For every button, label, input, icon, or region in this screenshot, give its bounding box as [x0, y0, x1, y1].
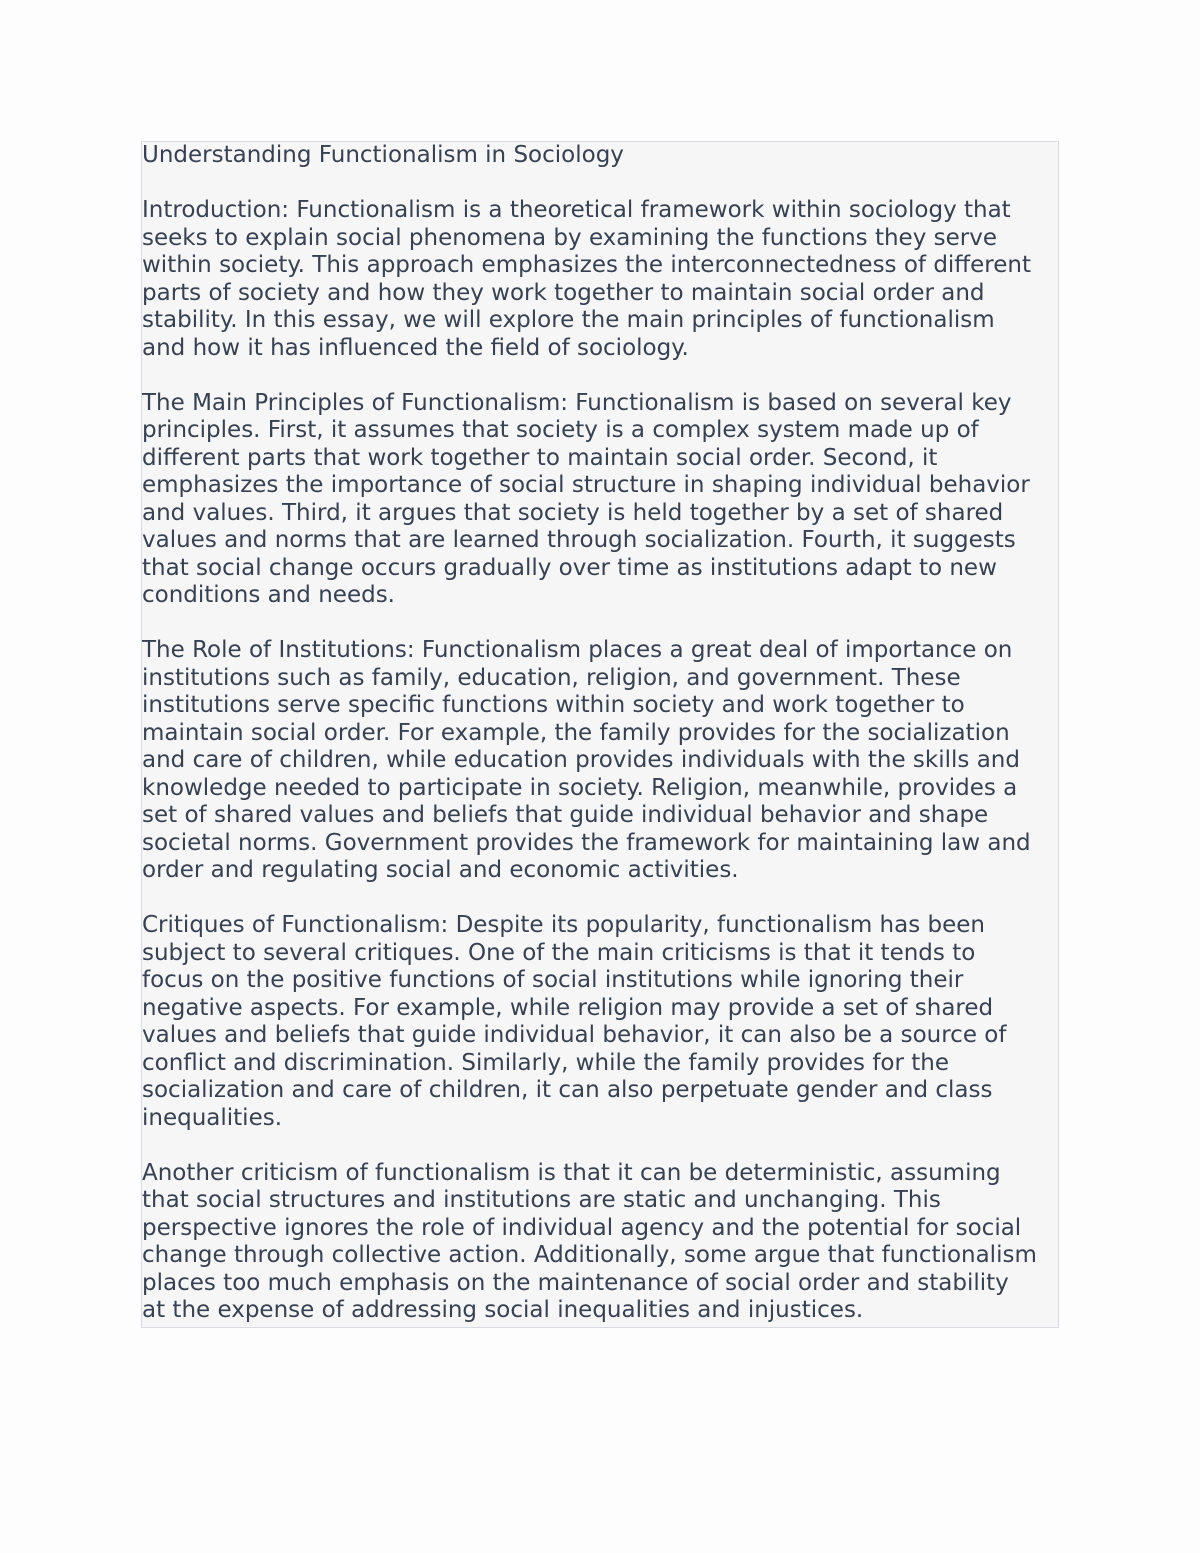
paragraph-line: perspective ignores the role of individual agency and the potential for social	[142, 1214, 1022, 1241]
paragraph-spacer	[142, 1132, 1058, 1160]
paragraph-line: emphasizes the importance of social structure in shaping individual behavior	[142, 472, 1030, 498]
paragraph-line: that social structures and institutions are static and unchanging. This	[142, 1187, 941, 1213]
paragraph-line: subject to several critiques. One of the main criticisms is that it tends to	[142, 939, 976, 966]
paragraph	[142, 390, 1058, 610]
paragraph-line: and care of children, while education provides individuals with the skills and	[142, 747, 1020, 773]
paragraph-spacer	[142, 362, 1058, 390]
paragraph	[142, 1160, 1058, 1325]
paragraphs-container	[142, 170, 1058, 1325]
paragraph-line: values and beliefs that guide individual behavior, it can also be a source of	[142, 1022, 1007, 1048]
paragraph-line: and values. Third, it argues that society is held together by a set of shared	[142, 499, 1004, 526]
paragraph-line: parts of society and how they work together to maintain social order and	[142, 279, 985, 306]
paragraph-line: within society. This approach emphasizes the interconnectedness of different	[142, 252, 1032, 278]
paragraph-line: and how it has influenced the field of sociology.	[142, 334, 689, 361]
paragraph-line: knowledge needed to participate in society. Religion, meanwhile, provides a	[142, 774, 1018, 801]
paragraph-line: focus on the positive functions of social institutions while ignoring their	[142, 967, 964, 993]
paragraph-line: that social change occurs gradually over time as institutions adapt to new	[142, 554, 997, 581]
paragraph-spacer	[142, 170, 1058, 198]
paragraph-line: conflict and discrimination. Similarly, while the family provides for the	[142, 1049, 950, 1076]
paragraph-line: maintain social order. For example, the family provides for the socialization	[142, 719, 1010, 746]
paragraph-spacer	[142, 610, 1058, 638]
paragraph-line: socialization and care of children, it can also perpetuate gender and class	[142, 1077, 993, 1103]
document-title: Understanding Functionalism in Sociology	[142, 142, 624, 168]
paragraph-line: The Role of Institutions: Functionalism places a great deal of importance on	[142, 637, 1013, 663]
paragraph-line: Another criticism of functionalism is that it can be deterministic, assuming	[142, 1159, 1001, 1186]
paragraph-line: at the expense of addressing social inequalities and injustices.	[142, 1297, 864, 1323]
paragraph-line: values and norms that are learned through socialization. Fourth, it suggests	[142, 527, 1016, 553]
paragraph	[142, 912, 1058, 1132]
paragraph-line: societal norms. Government provides the framework for maintaining law and	[142, 829, 1031, 856]
paragraph-line: principles. First, it assumes that society is a complex system made up of	[142, 417, 979, 443]
paragraph-line: Introduction: Functionalism is a theoretical framework within sociology that	[142, 197, 1011, 223]
paragraph	[142, 197, 1058, 362]
paragraph-line: inequalities.	[142, 1104, 283, 1131]
paragraph-line: institutions such as family, education, religion, and government. These	[142, 664, 961, 691]
paragraph-line: The Main Principles of Functionalism: Functionalism is based on several key	[142, 389, 1012, 416]
paragraph-line: conditions and needs.	[142, 582, 395, 608]
paragraph-line: stability. In this essay, we will explore the main principles of functionalism	[142, 307, 995, 333]
paragraph-line: set of shared values and beliefs that guide individual behavior and shape	[142, 802, 989, 828]
paragraph-spacer	[142, 885, 1058, 913]
paragraph-line: negative aspects. For example, while religion may provide a set of shared	[142, 994, 994, 1021]
paragraph-line: order and regulating social and economic activities.	[142, 857, 739, 883]
paragraph-line: seeks to explain social phenomena by examining the functions they serve	[142, 224, 997, 251]
paragraph-line: different parts that work together to maintain social order. Second, it	[142, 444, 938, 471]
paragraph-line: places too much emphasis on the maintenance of social order and stability	[142, 1269, 1009, 1296]
paragraph-line: institutions serve specific functions within society and work together to	[142, 692, 965, 718]
essay-text-box	[141, 141, 1059, 1328]
paragraph-line: Critiques of Functionalism: Despite its popularity, functionalism has been	[142, 912, 985, 938]
paragraph-line: change through collective action. Additionally, some argue that functionalism	[142, 1242, 1037, 1268]
paragraph	[142, 637, 1058, 885]
